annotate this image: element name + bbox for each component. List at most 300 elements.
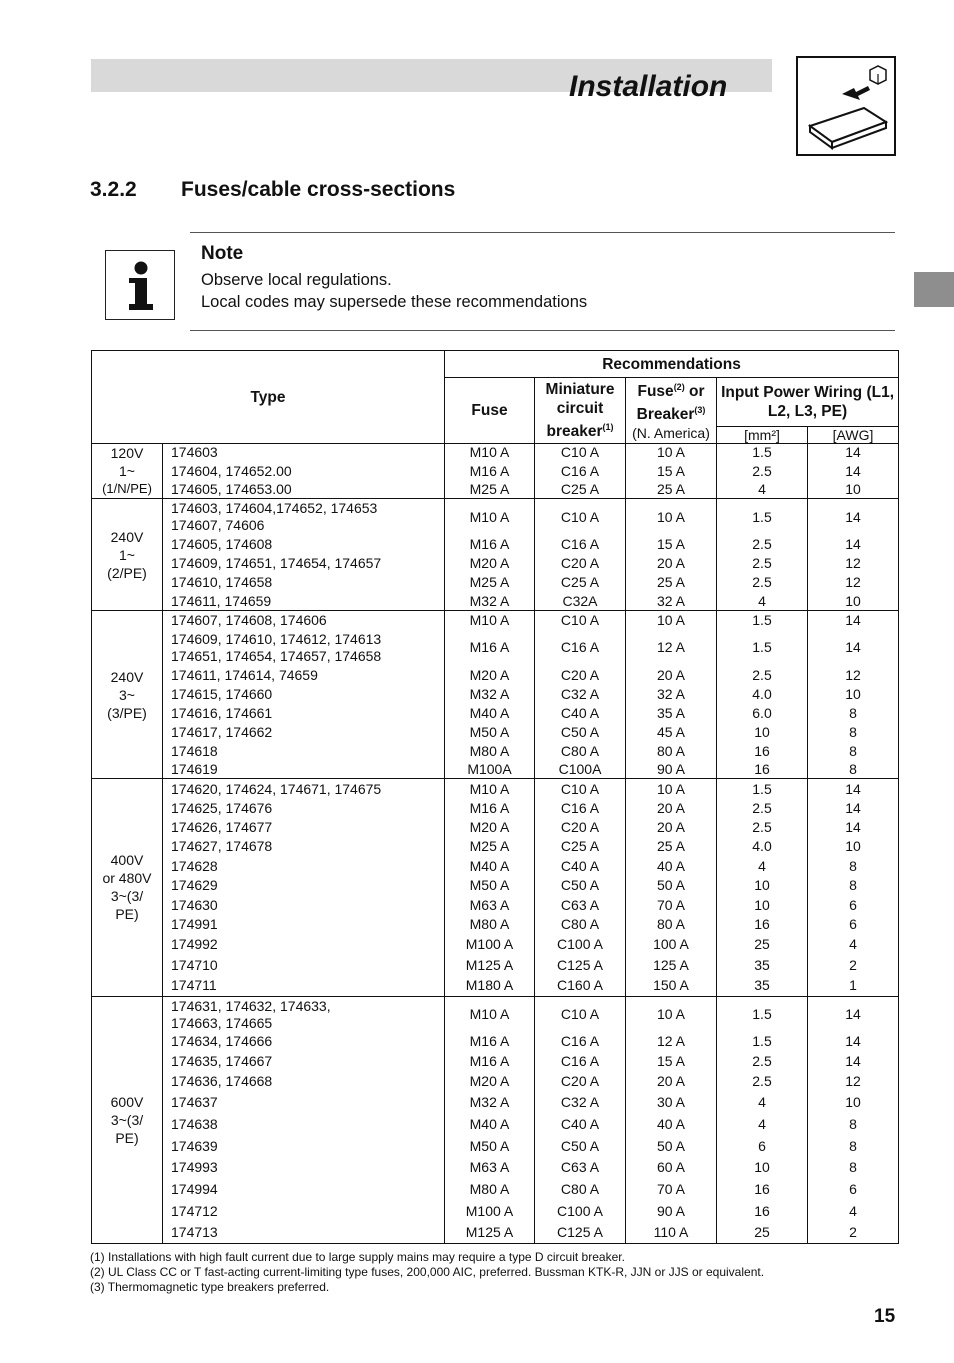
- mm2-cell: 10: [717, 895, 808, 915]
- awg-cell: 14: [808, 778, 899, 799]
- table-row: [92, 1091, 899, 1113]
- type-cell: 174605, 174608: [163, 535, 445, 554]
- type-line: 174607, 74606: [171, 517, 265, 534]
- mm2-cell: 10: [717, 723, 808, 742]
- type-cell: 174635, 174667: [163, 1051, 445, 1072]
- awg-cell: 6: [808, 895, 899, 915]
- mm2-cell: 4: [717, 1113, 808, 1135]
- mcb-cell: C20 A: [535, 818, 626, 837]
- na-breaker-cell: 80 A: [626, 742, 717, 761]
- mcb-cell: C50 A: [535, 723, 626, 742]
- mm2-cell: 2.5: [717, 818, 808, 837]
- mcb-cell: C32A: [535, 592, 626, 611]
- mm2-cell: 16: [717, 742, 808, 761]
- type-cell: 174637: [163, 1091, 445, 1113]
- table-row: [92, 778, 899, 799]
- na-breaker-cell: 110 A: [626, 1222, 717, 1243]
- mm2-cell: 4: [717, 481, 808, 499]
- fuse-cell: M40 A: [445, 1113, 535, 1135]
- awg-cell: 8: [808, 742, 899, 761]
- fuse-cell: M50 A: [445, 876, 535, 895]
- table-row: [92, 996, 899, 1032]
- mcb-cell: C50 A: [535, 876, 626, 895]
- mcb-cell: C16 A: [535, 1032, 626, 1051]
- type-cell: 174992: [163, 934, 445, 955]
- mcb-cell: C25 A: [535, 481, 626, 499]
- fuse-cell: M40 A: [445, 856, 535, 876]
- fuse-table: [91, 350, 899, 1244]
- awg-cell: 10: [808, 592, 899, 611]
- table-row: [92, 611, 899, 630]
- type-cell: 174991: [163, 915, 445, 934]
- note-divider: [190, 232, 895, 233]
- table-row: [92, 1200, 899, 1222]
- mm2-cell: 2.5: [717, 666, 808, 685]
- type-cell: 174713: [163, 1222, 445, 1243]
- fuse-cell: M25 A: [445, 481, 535, 499]
- footnote: (1) Installations with high fault current due to large supply mains may require a type D circuit breaker.: [90, 1250, 625, 1264]
- na-breaker-cell: 10 A: [626, 996, 717, 1032]
- table-row: [92, 761, 899, 779]
- table-row: [92, 818, 899, 837]
- table-row: [92, 895, 899, 915]
- header-fuse: Fuse: [445, 378, 535, 444]
- mcb-cell: C40 A: [535, 1113, 626, 1135]
- mcb-cell: C160 A: [535, 975, 626, 996]
- na-breaker-cell: 10 A: [626, 778, 717, 799]
- awg-cell: 2: [808, 1222, 899, 1243]
- table-row: [92, 915, 899, 934]
- type-cell: 174710: [163, 955, 445, 975]
- voltage-line: 240V: [110, 528, 144, 545]
- awg-cell: 10: [808, 1091, 899, 1113]
- awg-cell: 8: [808, 876, 899, 895]
- awg-cell: 14: [808, 799, 899, 818]
- na-breaker-cell: 32 A: [626, 592, 717, 611]
- type-cell: 174994: [163, 1178, 445, 1200]
- fuse-cell: M20 A: [445, 818, 535, 837]
- mcb-cell: C80 A: [535, 1178, 626, 1200]
- mm2-cell: 25: [717, 934, 808, 955]
- mcb-cell: C63 A: [535, 895, 626, 915]
- na-breaker-cell: 10 A: [626, 444, 717, 462]
- type-cell: 174615, 174660: [163, 685, 445, 704]
- na-breaker-cell: 100 A: [626, 934, 717, 955]
- awg-cell: 2: [808, 955, 899, 975]
- footnote-ref: (1): [602, 422, 614, 433]
- fuse-cell: M100 A: [445, 1200, 535, 1222]
- mm2-cell: 16: [717, 1178, 808, 1200]
- mcb-cell: C80 A: [535, 742, 626, 761]
- table-row: [92, 535, 899, 554]
- table-row: [92, 934, 899, 955]
- mm2-cell: 35: [717, 975, 808, 996]
- table-row: [92, 444, 899, 462]
- awg-cell: 10: [808, 481, 899, 499]
- mm2-cell: 35: [717, 955, 808, 975]
- header-fuse-label: Fuse: [637, 383, 674, 401]
- table-row: [92, 837, 899, 856]
- table-row: [92, 799, 899, 818]
- table-row: [92, 1051, 899, 1072]
- na-breaker-cell: 25 A: [626, 481, 717, 499]
- na-breaker-cell: 70 A: [626, 895, 717, 915]
- na-breaker-cell: 40 A: [626, 1113, 717, 1135]
- type-cell: 174626, 174677: [163, 818, 445, 837]
- na-breaker-cell: 70 A: [626, 1178, 717, 1200]
- table-row: [92, 554, 899, 573]
- table-row: [92, 876, 899, 895]
- awg-cell: 8: [808, 704, 899, 723]
- footnote: (2) UL Class CC or T fast-acting current-limiting type fuses, 200,000 AIC, preferred. Bussman KTK-R, JJN or JJS or equivalent.: [90, 1265, 765, 1279]
- mcb-cell: C20 A: [535, 1072, 626, 1091]
- type-cell: 174634, 174666: [163, 1032, 445, 1051]
- na-breaker-cell: 150 A: [626, 975, 717, 996]
- fuse-cell: M63 A: [445, 895, 535, 915]
- mm2-cell: 4.0: [717, 837, 808, 856]
- footnote: (3) Thermomagnetic type breakers preferred.: [90, 1280, 330, 1294]
- fuse-cell: M20 A: [445, 1072, 535, 1091]
- footnote-ref: (2): [673, 382, 685, 392]
- mm2-cell: 2.5: [717, 462, 808, 481]
- voltage-cell: [92, 778, 163, 996]
- header-type: Type: [92, 351, 445, 444]
- fuse-cell: M125 A: [445, 955, 535, 975]
- mm2-cell: 1.5: [717, 499, 808, 535]
- header-mm2: [mm²]: [717, 426, 808, 444]
- mcb-cell: C100A: [535, 761, 626, 779]
- na-breaker-cell: 32 A: [626, 685, 717, 704]
- fuse-cell: M32 A: [445, 685, 535, 704]
- fuse-cell: M125 A: [445, 1222, 535, 1243]
- page-header-title: Installation: [569, 70, 728, 103]
- na-breaker-cell: 10 A: [626, 611, 717, 630]
- awg-cell: 12: [808, 666, 899, 685]
- mm2-cell: 25: [717, 1222, 808, 1243]
- awg-cell: 14: [808, 462, 899, 481]
- note-line: Observe local regulations.: [201, 271, 392, 289]
- na-breaker-cell: 50 A: [626, 876, 717, 895]
- voltage-line: (1/N/PE): [102, 481, 152, 497]
- voltage-line: (3/PE): [107, 704, 147, 721]
- na-breaker-cell: 90 A: [626, 1200, 717, 1222]
- table-row: [92, 499, 899, 535]
- voltage-cell: [92, 611, 163, 779]
- table-row: [92, 1178, 899, 1200]
- fuse-cell: M32 A: [445, 1091, 535, 1113]
- mcb-cell: C25 A: [535, 837, 626, 856]
- fuse-cell: M16 A: [445, 630, 535, 666]
- table-row: [92, 955, 899, 975]
- fuse-cell: M100 A: [445, 934, 535, 955]
- type-line: 174631, 174632, 174633,: [171, 997, 331, 1014]
- mm2-cell: 2.5: [717, 799, 808, 818]
- type-cell: 174605, 174653.00: [163, 481, 445, 499]
- awg-cell: 4: [808, 934, 899, 955]
- fuse-cell: M10 A: [445, 499, 535, 535]
- type-cell: 174604, 174652.00: [163, 462, 445, 481]
- mcb-cell: C50 A: [535, 1135, 626, 1157]
- mcb-cell: C16 A: [535, 630, 626, 666]
- na-breaker-cell: 40 A: [626, 856, 717, 876]
- na-breaker-cell: 20 A: [626, 818, 717, 837]
- mm2-cell: 6: [717, 1135, 808, 1157]
- table-row: [92, 1157, 899, 1178]
- awg-cell: 14: [808, 1051, 899, 1072]
- na-breaker-cell: 125 A: [626, 955, 717, 975]
- fuse-cell: M100A: [445, 761, 535, 779]
- note-divider: [190, 330, 895, 331]
- type-cell: [163, 630, 445, 666]
- na-breaker-cell: 90 A: [626, 761, 717, 779]
- fuse-cell: M80 A: [445, 915, 535, 934]
- table-row: [92, 666, 899, 685]
- mcb-cell: C25 A: [535, 573, 626, 592]
- type-cell: 174618: [163, 742, 445, 761]
- mm2-cell: 1.5: [717, 1032, 808, 1051]
- mcb-cell: C10 A: [535, 444, 626, 462]
- table-row: [92, 704, 899, 723]
- type-cell: 174630: [163, 895, 445, 915]
- mcb-cell: C16 A: [535, 799, 626, 818]
- na-breaker-cell: 35 A: [626, 704, 717, 723]
- note-line: Local codes may supersede these recommendations: [201, 293, 588, 311]
- na-breaker-cell: 15 A: [626, 535, 717, 554]
- header-or-label: or: [689, 383, 705, 401]
- fuse-cell: M16 A: [445, 1051, 535, 1072]
- section-number: 3.2.2: [90, 178, 137, 201]
- header-mcb: [535, 378, 626, 444]
- table-row: [92, 630, 899, 666]
- mcb-cell: C40 A: [535, 856, 626, 876]
- header-breaker-label: Breaker: [636, 406, 695, 424]
- header-recommendations: Recommendations: [445, 351, 899, 378]
- mcb-cell: C20 A: [535, 554, 626, 573]
- voltage-line: (2/PE): [107, 564, 147, 581]
- na-breaker-cell: 15 A: [626, 1051, 717, 1072]
- type-cell: 174625, 174676: [163, 799, 445, 818]
- awg-cell: 14: [808, 818, 899, 837]
- type-cell: 174607, 174608, 174606: [163, 611, 445, 630]
- mm2-cell: 2.5: [717, 1051, 808, 1072]
- mcb-cell: C16 A: [535, 462, 626, 481]
- mcb-cell: C32 A: [535, 1091, 626, 1113]
- fuse-cell: M10 A: [445, 444, 535, 462]
- mm2-cell: 4: [717, 856, 808, 876]
- table-row: [92, 1222, 899, 1243]
- mm2-cell: 2.5: [717, 535, 808, 554]
- awg-cell: 1: [808, 975, 899, 996]
- table-row: [92, 975, 899, 996]
- mm2-cell: 2.5: [717, 1072, 808, 1091]
- mm2-cell: 10: [717, 876, 808, 895]
- mcb-cell: C80 A: [535, 915, 626, 934]
- header-n-america: (N. America): [632, 425, 710, 442]
- fuse-cell: M32 A: [445, 592, 535, 611]
- type-cell: 174609, 174651, 174654, 174657: [163, 554, 445, 573]
- mm2-cell: 4.0: [717, 685, 808, 704]
- voltage-line: 3~(3/: [110, 888, 144, 905]
- awg-cell: 12: [808, 573, 899, 592]
- table-row: [92, 481, 899, 499]
- type-cell: 174993: [163, 1157, 445, 1178]
- fuse-cell: M80 A: [445, 1178, 535, 1200]
- footnote-ref: (3): [694, 405, 706, 416]
- mcb-cell: C63 A: [535, 1157, 626, 1178]
- fuse-cell: M10 A: [445, 611, 535, 630]
- fuse-cell: M63 A: [445, 1157, 535, 1178]
- note-heading: Note: [201, 243, 244, 264]
- na-breaker-cell: 20 A: [626, 1072, 717, 1091]
- mm2-cell: 1.5: [717, 778, 808, 799]
- type-cell: 174712: [163, 1200, 445, 1222]
- awg-cell: 14: [808, 444, 899, 462]
- fuse-cell: M10 A: [445, 778, 535, 799]
- page-number: 15: [874, 1306, 896, 1327]
- na-breaker-cell: 15 A: [626, 462, 717, 481]
- mm2-cell: 1.5: [717, 996, 808, 1032]
- header-fuse-or-breaker: [626, 378, 717, 444]
- mm2-cell: 16: [717, 915, 808, 934]
- type-line: 174651, 174654, 174657, 174658: [171, 647, 382, 664]
- na-breaker-cell: 12 A: [626, 1032, 717, 1051]
- mm2-cell: 16: [717, 761, 808, 779]
- awg-cell: 8: [808, 1135, 899, 1157]
- awg-cell: 12: [808, 554, 899, 573]
- na-breaker-cell: 60 A: [626, 1157, 717, 1178]
- mm2-cell: 1.5: [717, 630, 808, 666]
- voltage-cell: [92, 996, 163, 1243]
- type-line: 174603, 174604,174652, 174653: [171, 500, 378, 517]
- type-cell: 174638: [163, 1113, 445, 1135]
- mcb-cell: C20 A: [535, 666, 626, 685]
- na-breaker-cell: 20 A: [626, 666, 717, 685]
- type-cell: 174616, 174661: [163, 704, 445, 723]
- fuse-cell: M16 A: [445, 799, 535, 818]
- na-breaker-cell: 25 A: [626, 573, 717, 592]
- mm2-cell: 4: [717, 1091, 808, 1113]
- mm2-cell: 1.5: [717, 611, 808, 630]
- awg-cell: 6: [808, 915, 899, 934]
- type-cell: [163, 996, 445, 1032]
- fuse-cell: M40 A: [445, 704, 535, 723]
- awg-cell: 14: [808, 630, 899, 666]
- awg-cell: 8: [808, 723, 899, 742]
- mcb-cell: C10 A: [535, 778, 626, 799]
- type-cell: 174620, 174624, 174671, 174675: [163, 778, 445, 799]
- awg-cell: 14: [808, 535, 899, 554]
- type-cell: [163, 499, 445, 535]
- awg-cell: 6: [808, 1178, 899, 1200]
- type-line: 174609, 174610, 174612, 174613: [171, 630, 382, 647]
- header-mcb-label: Miniature circuit breaker: [545, 381, 615, 441]
- awg-cell: 12: [808, 1072, 899, 1091]
- info-icon: [105, 250, 175, 320]
- mcb-cell: C10 A: [535, 499, 626, 535]
- mcb-cell: C125 A: [535, 1222, 626, 1243]
- mcb-cell: C16 A: [535, 535, 626, 554]
- voltage-line: PE): [115, 1129, 139, 1146]
- table-row: [92, 723, 899, 742]
- mcb-cell: C100 A: [535, 1200, 626, 1222]
- fuse-cell: M50 A: [445, 1135, 535, 1157]
- install-icon: [796, 56, 896, 156]
- awg-cell: 14: [808, 1032, 899, 1051]
- voltage-cell: [92, 499, 163, 611]
- awg-cell: 8: [808, 761, 899, 779]
- awg-cell: 14: [808, 996, 899, 1032]
- na-breaker-cell: 80 A: [626, 915, 717, 934]
- type-cell: 174627, 174678: [163, 837, 445, 856]
- table-row: [92, 592, 899, 611]
- mcb-cell: C100 A: [535, 934, 626, 955]
- table-body: [92, 444, 899, 1244]
- voltage-line: 600V: [110, 1093, 144, 1110]
- fuse-cell: M10 A: [445, 996, 535, 1032]
- fuse-cell: M25 A: [445, 573, 535, 592]
- awg-cell: 10: [808, 837, 899, 856]
- voltage-line: PE): [115, 906, 139, 923]
- fuse-cell: M16 A: [445, 535, 535, 554]
- chapter-tab: [914, 272, 954, 307]
- fuse-cell: M20 A: [445, 666, 535, 685]
- na-breaker-cell: 20 A: [626, 554, 717, 573]
- fuse-cell: M25 A: [445, 837, 535, 856]
- type-cell: 174610, 174658: [163, 573, 445, 592]
- mcb-cell: C10 A: [535, 996, 626, 1032]
- mm2-cell: 2.5: [717, 554, 808, 573]
- awg-cell: 10: [808, 685, 899, 704]
- mm2-cell: 6.0: [717, 704, 808, 723]
- voltage-line: 3~: [119, 686, 135, 703]
- table-row: [92, 1113, 899, 1135]
- mcb-cell: C16 A: [535, 1051, 626, 1072]
- header-awg: [AWG]: [808, 426, 899, 444]
- mcb-cell: C40 A: [535, 704, 626, 723]
- na-breaker-cell: 45 A: [626, 723, 717, 742]
- awg-cell: 8: [808, 1157, 899, 1178]
- mcb-cell: C32 A: [535, 685, 626, 704]
- awg-cell: 14: [808, 499, 899, 535]
- voltage-line: or 480V: [102, 870, 152, 887]
- na-breaker-cell: 50 A: [626, 1135, 717, 1157]
- type-cell: 174711: [163, 975, 445, 996]
- awg-cell: 4: [808, 1200, 899, 1222]
- voltage-line: 120V: [110, 445, 144, 462]
- mm2-cell: 4: [717, 592, 808, 611]
- type-cell: 174619: [163, 761, 445, 779]
- type-cell: 174629: [163, 876, 445, 895]
- mm2-cell: 2.5: [717, 573, 808, 592]
- table-row: [92, 462, 899, 481]
- fuse-cell: M20 A: [445, 554, 535, 573]
- type-cell: 174611, 174614, 74659: [163, 666, 445, 685]
- voltage-line: 1~: [119, 546, 135, 563]
- fuse-cell: M50 A: [445, 723, 535, 742]
- fuse-cell: M16 A: [445, 462, 535, 481]
- mcb-cell: C125 A: [535, 955, 626, 975]
- na-breaker-cell: 10 A: [626, 499, 717, 535]
- header-wiring: Input Power Wiring (L1, L2, L3, PE): [717, 378, 899, 427]
- mm2-cell: 10: [717, 1157, 808, 1178]
- voltage-line: 1~: [119, 463, 135, 480]
- na-breaker-cell: 30 A: [626, 1091, 717, 1113]
- voltage-line: 3~(3/: [110, 1111, 144, 1128]
- table-row: [92, 856, 899, 876]
- mm2-cell: 1.5: [717, 444, 808, 462]
- table-row: [92, 573, 899, 592]
- type-cell: 174628: [163, 856, 445, 876]
